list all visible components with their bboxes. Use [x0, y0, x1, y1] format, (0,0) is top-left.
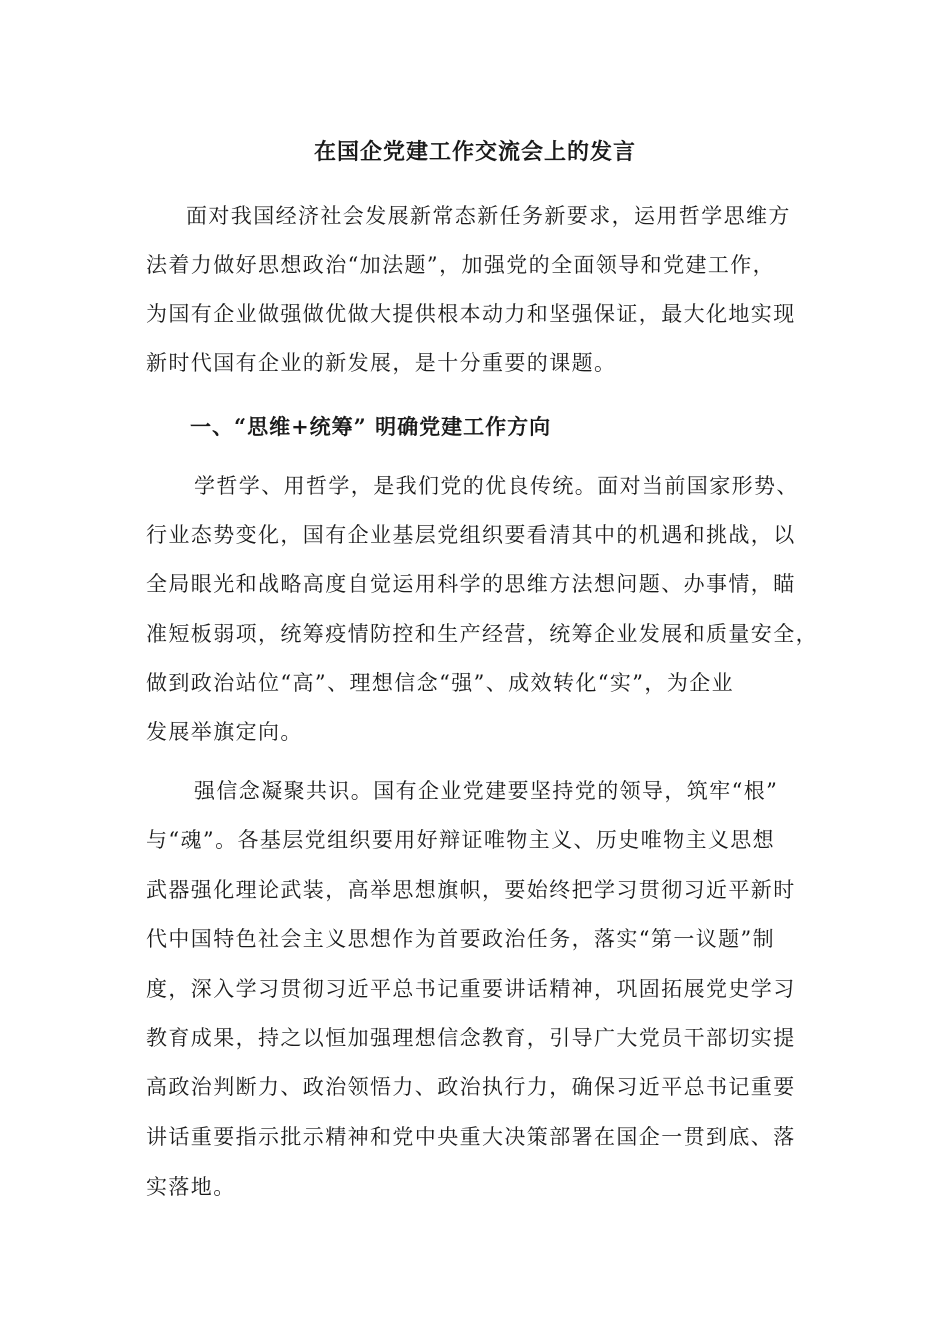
paragraph-line: 教育成果，持之以恒加强理想信念教育，引导广大党员干部切实提	[146, 1026, 796, 1050]
paragraph-line: 强信念凝聚共识。国有企业党建要坚持党的领导，筑牢“根”	[194, 779, 779, 803]
paragraph-line: 做到政治站位“高”、理想信念“强”、成效转化“实”，为企业	[146, 671, 735, 695]
intro-line: 法着力做好思想政治“加法题”，加强党的全面领导和党建工作，	[146, 253, 776, 277]
paragraph-line: 准短板弱项，统筹疫情防控和生产经营，统筹企业发展和质量安全，	[146, 622, 818, 646]
paragraph-line: 行业态势变化，国有企业基层党组织要看清其中的机遇和挑战，以	[146, 523, 796, 547]
paragraph-line: 发展举旗定向。	[146, 720, 303, 744]
paragraph-line: 全局眼光和战略高度自觉运用科学的思维方法想问题、办事情，瞄	[146, 572, 796, 596]
paragraph-line: 学哲学、用哲学，是我们党的优良传统。面对当前国家形势、	[194, 474, 799, 498]
intro-line: 新时代国有企业的新发展，是十分重要的课题。	[146, 351, 617, 375]
intro-line: 为国有企业做强做优做大提供根本动力和坚强保证，最大化地实现	[146, 302, 796, 326]
paragraph-line: 代中国特色社会主义思想作为首要政治任务，落实“第一议题”制	[146, 927, 776, 951]
paragraph-line: 讲话重要指示批示精神和党中央重大决策部署在国企一贯到底、落	[146, 1125, 796, 1149]
paragraph-line: 实落地。	[146, 1175, 236, 1199]
paragraph-line: 高政治判断力、政治领悟力、政治执行力，确保习近平总书记重要	[146, 1075, 796, 1099]
document-title: 在国企党建工作交流会上的发言	[313, 139, 636, 165]
paragraph-line: 与“魂”。各基层党组织要用好辩证唯物主义、历史唯物主义思想	[146, 828, 776, 852]
intro-line: 面对我国经济社会发展新常态新任务新要求，运用哲学思维方	[186, 204, 791, 228]
paragraph-line: 度，深入学习贯彻习近平总书记重要讲话精神，巩固拓展党史学习	[146, 977, 796, 1001]
paragraph-line: 武器强化理论武装，高举思想旗帜，要始终把学习贯彻习近平新时	[146, 878, 796, 902]
section-heading: 一、“思维+统筹” 明确党建工作方向	[190, 414, 552, 439]
